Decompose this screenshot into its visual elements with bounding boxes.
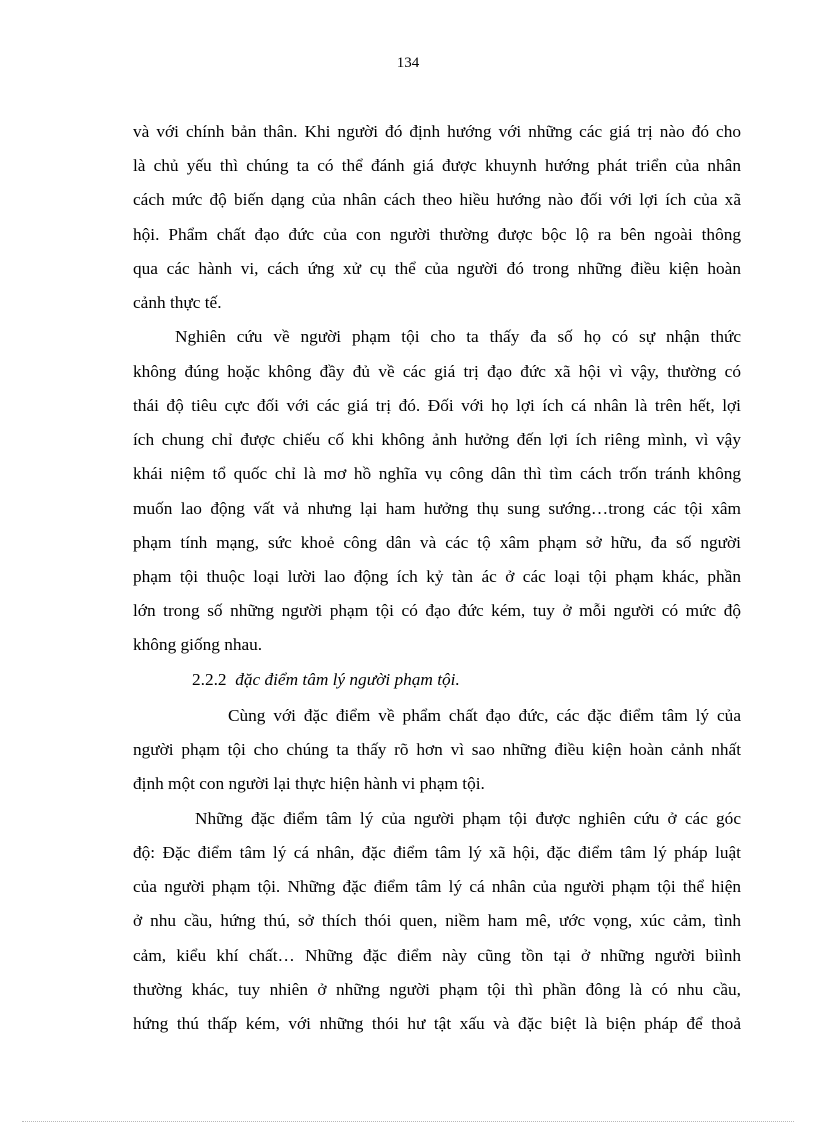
section-heading	[192, 669, 642, 691]
text-line: muốn lao động vất vả nhưng lại ham hưởng thụ sung sướng…trong các tội xâm	[133, 499, 741, 518]
text-line: thái độ tiêu cực đối với các giá trị đó. Đối với họ lợi ích cá nhân là trên hết, lợi	[133, 396, 741, 415]
text-line: Cùng với đặc điểm về phẩm chất đạo đức, các đặc điểm tâm lý của	[228, 706, 741, 725]
text-line: Nghiên cứu về người phạm tội cho ta thấy đa số họ có sự nhận thức	[175, 327, 741, 346]
text-line: độ: Đặc điểm tâm lý cá nhân, đặc điểm tâm lý xã hội, đặc điểm tâm lý pháp luật	[133, 843, 741, 862]
text-line: cách mức độ biến dạng của nhân cách theo hiều hướng nào đối với lợi ích của xã	[133, 190, 741, 209]
section-number: 2.2.2	[192, 670, 227, 689]
text-line: khái niệm tổ quốc chỉ là mơ hồ nghĩa vụ công dân thì tìm cách trốn tránh không	[133, 464, 741, 483]
text-line: hứng thú thấp kém, với những thói hư tật xấu và đặc biệt là biện pháp để thoả	[133, 1014, 741, 1033]
text-line: định một con người lại thực hiện hành vi phạm tội.	[133, 774, 485, 793]
page-bottom-divider	[22, 1121, 794, 1122]
text-line: Những đặc điểm tâm lý của người phạm tội được nghiên cứu ở các góc	[195, 809, 741, 828]
text-line: hội. Phẩm chất đạo đức của con người thường được bộc lộ ra bên ngoài thông	[133, 225, 741, 244]
text-line: ở nhu cầu, hứng thú, sở thích thói quen, niềm ham mê, ước vọng, xúc cảm, tình	[133, 911, 741, 930]
section-title: đặc điểm tâm lý người phạm tội.	[235, 670, 460, 689]
text-line: qua các hành vi, cách ứng xử cụ thể của người đó trong những điều kiện hoàn	[133, 259, 741, 278]
text-line: ích chung chỉ được chiếu cố khi không ảnh hưởng đến lợi ích riêng mình, vì vậy	[133, 430, 741, 449]
text-line: không giống nhau.	[133, 635, 263, 654]
text-line: cảm, kiểu khí chất… Những đặc điểm này cũng tồn tại ở những người biình	[133, 946, 741, 965]
text-line: của người phạm tội. Những đặc điểm tâm lý cá nhân của người phạm tội thể hiện	[133, 877, 741, 896]
text-line: phạm tính mạng, sức khoẻ công dân và các tộ xâm phạm sở hữu, đa số người	[133, 533, 741, 552]
page-number: 134	[396, 55, 420, 71]
text-line: lớn trong số những người phạm tội có đạo đức kém, tuy ở mỗi người có mức độ	[133, 601, 741, 620]
text-line: thường khác, tuy nhiên ở những người phạm tội thì phần đông là có nhu cầu,	[133, 980, 741, 999]
text-line: là chủ yếu thì chúng ta có thể đánh giá được khuynh hướng phát triển của nhân	[133, 156, 741, 175]
text-line: cảnh thực tế.	[133, 293, 222, 312]
text-line: không đúng hoặc không đầy đủ về các giá trị đạo đức xã hội vì vậy, thường có	[133, 362, 741, 381]
text-line: và với chính bản thân. Khi người đó định hướng với những các giá trị nào đó cho	[133, 122, 741, 141]
text-line: người phạm tội cho chúng ta thấy rõ hơn vì sao những điều kiện hoàn cảnh nhất	[133, 740, 741, 759]
text-line: phạm tội thuộc loại lười lao động ích kỷ tàn ác ở các loại tội phạm khác, phần	[133, 567, 741, 586]
